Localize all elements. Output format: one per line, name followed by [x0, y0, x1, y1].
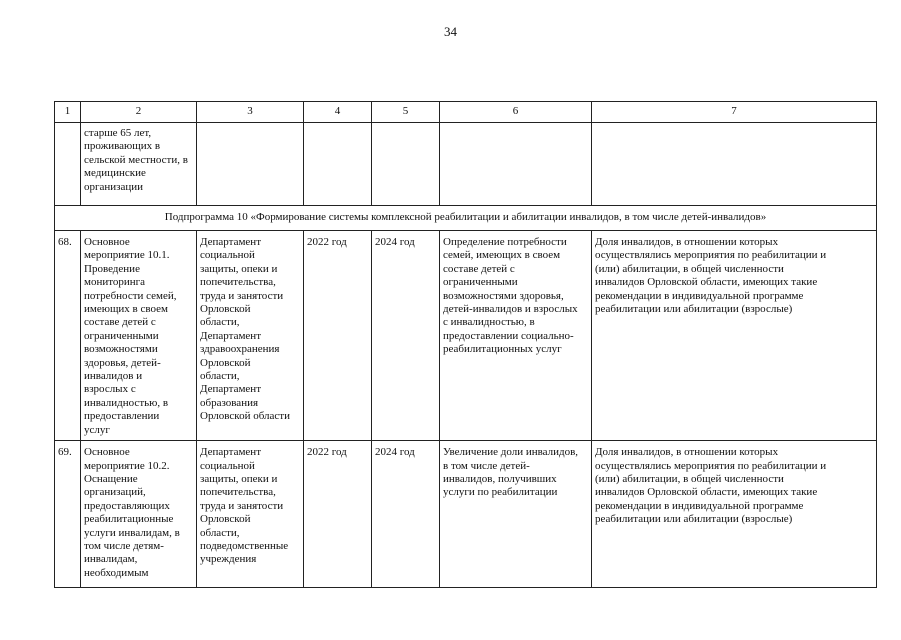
continuation-cell-event: старше 65 лет, проживающих в сельской местности, в медицинские организации: [81, 123, 197, 206]
row-start-year: 2022 год: [304, 231, 372, 441]
continuation-cell-indicator: [592, 123, 877, 206]
continuation-cell-end: [372, 123, 440, 206]
row-executor: Департамент социальной защиты, опеки и попечительства, труда и занятости Орловской области, Департамент здравоохранения Орловской области, Департамент образования Орловской области: [197, 231, 304, 441]
row-end-year: 2024 год: [372, 441, 440, 588]
row-event: Основное мероприятие 10.2. Оснащение организаций, предоставляющих реабилитационные услуги инвалидам, в том числе детям- инвалидам, необходимым: [81, 441, 197, 588]
column-header-7: 7: [592, 102, 877, 123]
table-header-row: [55, 102, 877, 123]
continuation-cell-start: [304, 123, 372, 206]
row-start-year: 2022 год: [304, 441, 372, 588]
row-indicator: Доля инвалидов, в отношении которых осуществлялись мероприятия по реабилитации и (или) абилитации, в общей численности инвалидов Орловской области, имеющих такие рекомендации в индивидуальной программе реабилитации или абилитации (взрослые): [592, 441, 877, 588]
column-header-3: 3: [197, 102, 304, 123]
row-indicator: Доля инвалидов, в отношении которых осуществлялись мероприятия по реабилитации и (или) абилитации, в общей численности инвалидов Орловской области, имеющих такие рекомендации в индивидуальной программе реабилитации или абилитации (взрослые): [592, 231, 877, 441]
column-header-6: 6: [440, 102, 592, 123]
page-number: 34: [444, 24, 457, 39]
table-row: [55, 231, 877, 441]
column-header-2: 2: [81, 102, 197, 123]
row-result: Увеличение доли инвалидов, в том числе детей- инвалидов, получивших услуги по реабилитации: [440, 441, 592, 588]
column-header-4: 4: [304, 102, 372, 123]
continuation-cell-result: [440, 123, 592, 206]
row-number: 69.: [55, 441, 81, 588]
row-result: Определение потребности семей, имеющих в своем составе детей с ограниченными возможностями здоровья, детей-инвалидов и взрослых с инвалидностью, в предоставлении социально- реабилитационных услуг: [440, 231, 592, 441]
program-table: [54, 101, 877, 588]
column-header-1: 1: [55, 102, 81, 123]
continuation-cell-executor: [197, 123, 304, 206]
continuation-row: [55, 123, 877, 206]
subprogram-title: Подпрограмма 10 «Формирование системы комплексной реабилитации и абилитации инвалидов, в том числе детей-инвалидов»: [55, 206, 877, 231]
row-number: 68.: [55, 231, 81, 441]
row-end-year: 2024 год: [372, 231, 440, 441]
row-executor: Департамент социальной защиты, опеки и попечительства, труда и занятости Орловской области, подведомственные учреждения: [197, 441, 304, 588]
continuation-cell-num: [55, 123, 81, 206]
subprogram-row: [55, 206, 877, 231]
table-row: [55, 441, 877, 588]
row-event: Основное мероприятие 10.1. Проведение мониторинга потребности семей, имеющих в своем составе детей с ограниченными возможностями здоровья, детей- инвалидов и взрослых с инвалидностью, в предоставлении услуг: [81, 231, 197, 441]
column-header-5: 5: [372, 102, 440, 123]
